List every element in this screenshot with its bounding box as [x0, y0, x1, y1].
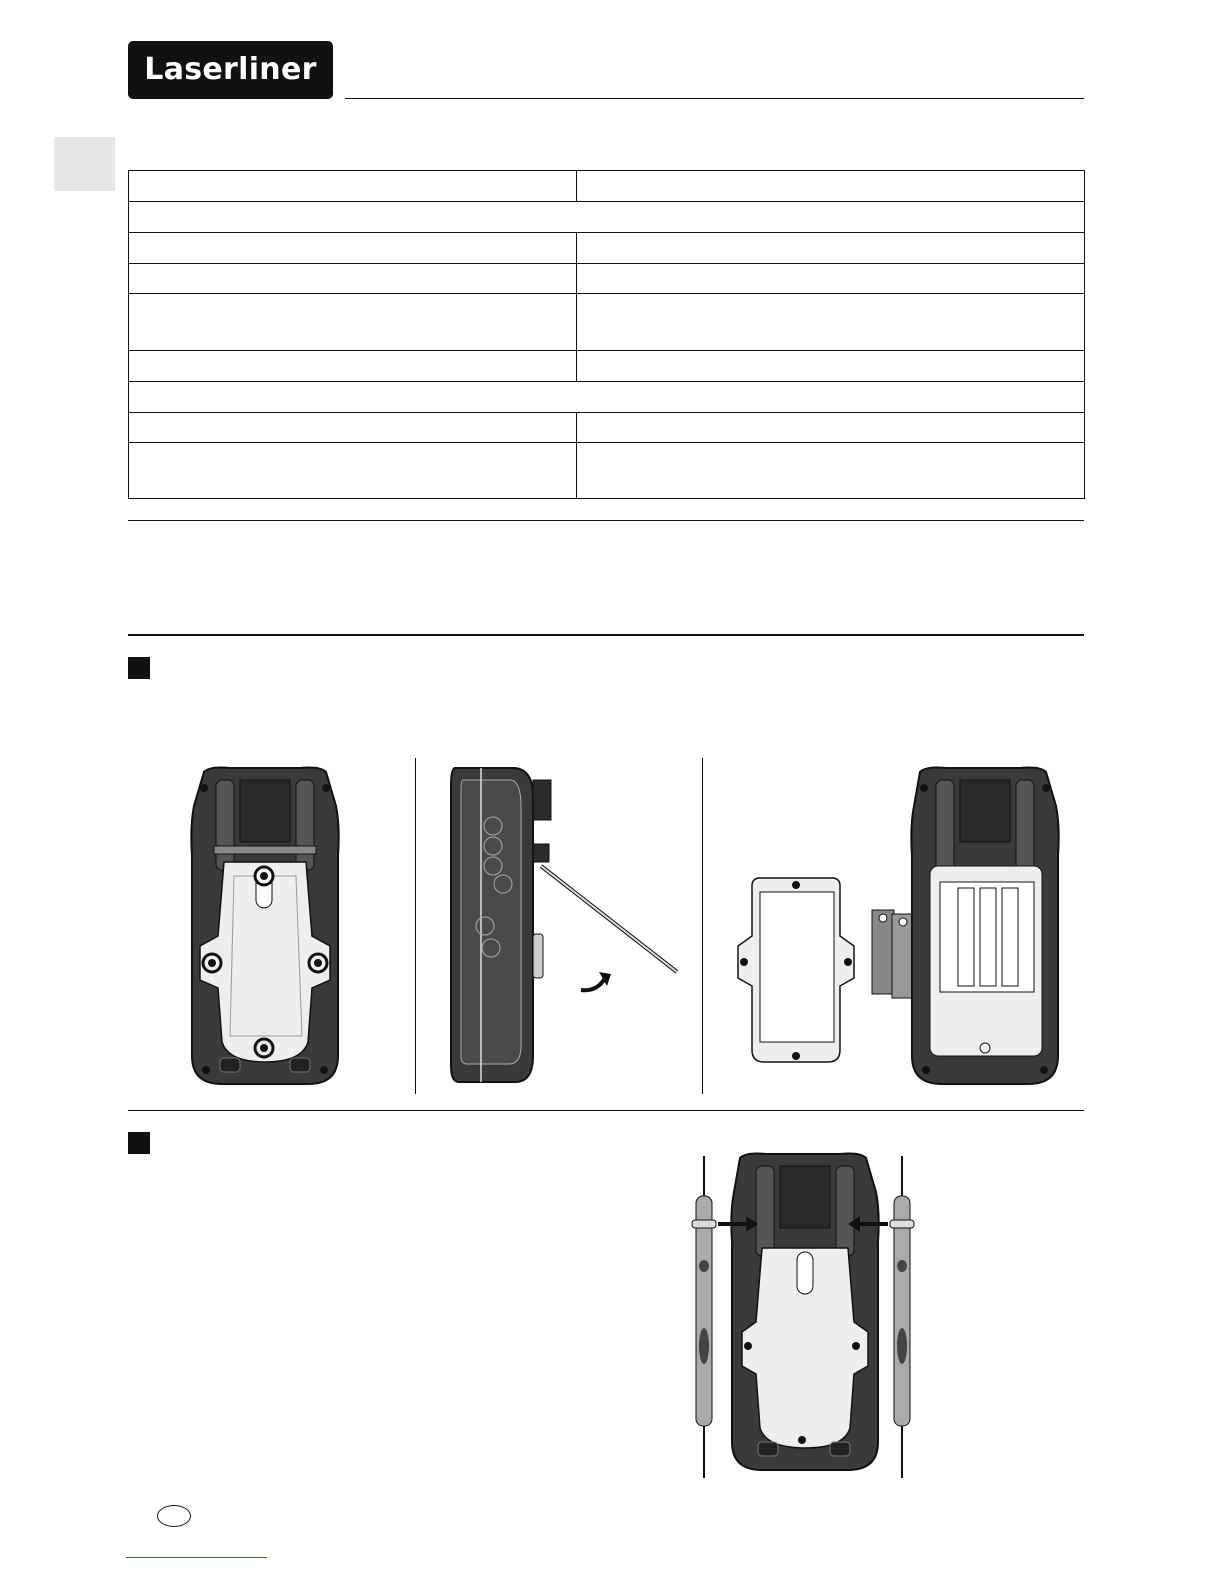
table-row [129, 264, 1085, 294]
section-marker [128, 1132, 150, 1154]
figure-divider [415, 758, 416, 1094]
table-row [129, 413, 1085, 443]
table-cell [129, 443, 577, 499]
figure-divider [702, 758, 703, 1094]
table-cell [577, 233, 1085, 264]
table-cell [129, 171, 577, 202]
language-tab [54, 137, 115, 191]
table-row [129, 294, 1085, 351]
table-cell [577, 443, 1085, 499]
section-rule [128, 1110, 1084, 1111]
spec-table [128, 170, 1085, 499]
table-row [129, 171, 1085, 202]
table-cell [129, 351, 577, 382]
table-cell [129, 233, 577, 264]
table-row [129, 233, 1085, 264]
table-row [129, 351, 1085, 382]
laserliner-logo: Laserliner [128, 41, 333, 99]
table-cell [129, 264, 577, 294]
header-rule [345, 98, 1084, 99]
meter-side-figure [445, 766, 685, 1086]
table-cell [577, 171, 1085, 202]
section-marker [128, 657, 150, 679]
test-leads-figure [688, 1152, 918, 1482]
table-section-cell [129, 382, 1085, 413]
table-row [129, 382, 1085, 413]
table-cell [577, 351, 1085, 382]
language-code-badge [157, 1505, 191, 1527]
table-section-cell [129, 202, 1085, 233]
section-rule-thick [128, 634, 1084, 636]
table-cell [577, 264, 1085, 294]
table-cell [129, 413, 577, 443]
meter-back-figure [190, 766, 340, 1086]
section-rule [128, 520, 1084, 521]
table-cell [577, 413, 1085, 443]
battery-compartment-figure [732, 766, 1062, 1086]
table-cell [577, 294, 1085, 351]
table-row [129, 202, 1085, 233]
table-cell [129, 294, 577, 351]
footer-link[interactable] [126, 1557, 267, 1558]
table-row [129, 443, 1085, 499]
